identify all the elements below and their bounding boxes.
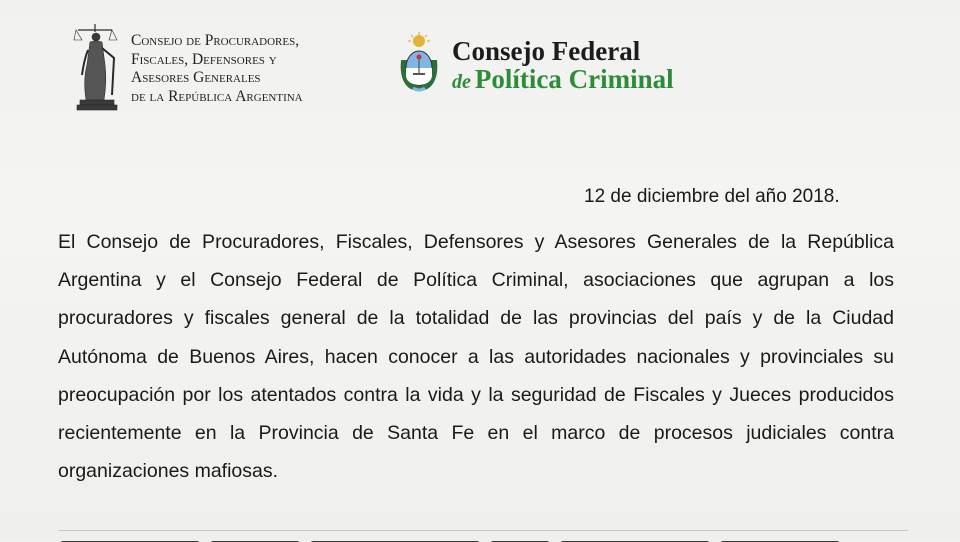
right-council-de: de [452, 71, 471, 93]
document-date: 12 de diciembre del año 2018. [584, 186, 840, 207]
right-council-title: Consejo Federal [452, 36, 641, 66]
left-council-line: Asesores Generales [131, 69, 261, 86]
left-council-line: Consejo de Procuradores, [131, 32, 300, 49]
divider [58, 530, 908, 531]
cropped-text-line [60, 534, 890, 542]
right-council-name [452, 36, 674, 99]
left-council-line: de la República Argentina [131, 87, 303, 105]
argentina-coat-of-arms-icon [395, 32, 443, 94]
lady-justice-statue-icon [72, 20, 124, 112]
left-council-name [131, 32, 361, 106]
document-paragraph: El Consejo de Procuradores, Fiscales, Defensores y Asesores Generales de la República Argentina y el Consejo Federal de Política Criminal, asociaciones que agrupan a los procuradores y fiscales general de la totalidad de las provincias del país y de la Ciudad Autónoma de Buenos Aires, hacen conocer a las autoridades nacionales y provinciales su preocupación por los atentados contra la vida y la seguridad de Fiscales y Jueces producidos recientemente en la Provincia de Santa Fe en el marco de procesos judiciales contra organizaciones mafiosas. [58, 231, 894, 483]
left-council-line: Fiscales, Defensores y [131, 50, 277, 68]
right-council-subtitle: Política Criminal [474, 64, 674, 94]
